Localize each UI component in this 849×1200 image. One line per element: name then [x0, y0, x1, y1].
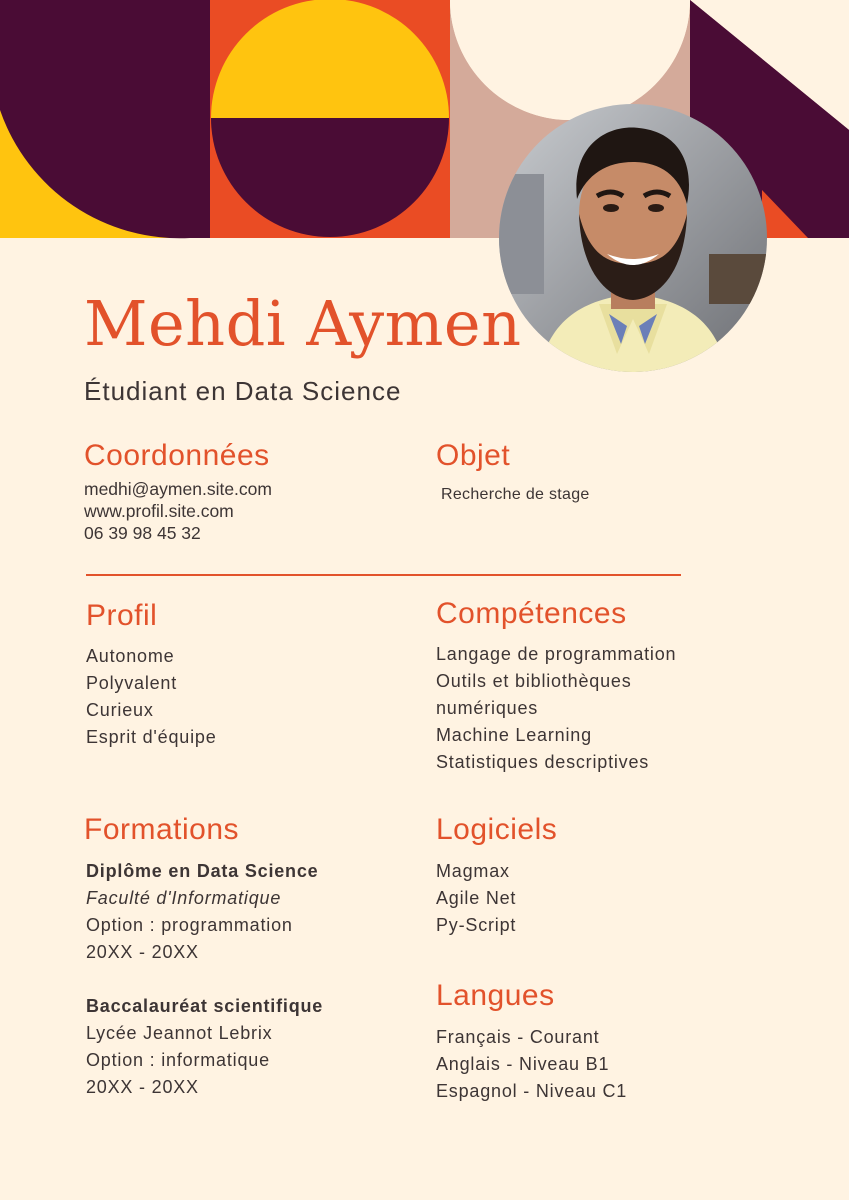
section-divider: [86, 574, 681, 576]
skills-heading: Compétences: [436, 597, 627, 630]
list-item: Langage de programmation: [436, 644, 677, 664]
school-name: Lycée Jeannot Lebrix: [86, 1023, 273, 1043]
list-item: Espagnol - Niveau C1: [436, 1081, 628, 1101]
software-heading: Logiciels: [436, 813, 558, 846]
degree-title: Baccalauréat scientifique: [86, 996, 324, 1016]
list-item: Autonome: [86, 646, 175, 666]
degree-years: 20XX - 20XX: [86, 1077, 199, 1097]
skills-list: [436, 641, 676, 776]
candidate-name: Mehdi Aymen: [84, 287, 522, 360]
list-item: Agile Net: [436, 888, 517, 908]
profile-list: [86, 643, 217, 751]
languages-list: [436, 1024, 627, 1105]
list-item: Py-Script: [436, 915, 517, 935]
list-item: Machine Learning: [436, 725, 592, 745]
list-item: Esprit d'équipe: [86, 727, 217, 747]
candidate-title: Étudiant en Data Science: [84, 376, 402, 406]
degree-option: Option : programmation: [86, 915, 293, 935]
profile-heading: Profil: [86, 599, 158, 632]
list-item: Français - Courant: [436, 1027, 600, 1047]
list-item: numériques: [436, 698, 539, 718]
list-item: Statistiques descriptives: [436, 752, 650, 772]
languages-heading: Langues: [436, 979, 555, 1012]
profile-photo: [499, 104, 767, 372]
education-heading: Formations: [84, 813, 240, 846]
objective-text: Recherche de stage: [441, 486, 590, 503]
degree-title: Diplôme en Data Science: [86, 861, 319, 881]
email-text: medhi@aymen.site.com: [84, 479, 272, 499]
degree-option: Option : informatique: [86, 1050, 270, 1070]
list-item: Curieux: [86, 700, 154, 720]
software-list: [436, 858, 516, 939]
list-item: Polyvalent: [86, 673, 178, 693]
website-text: www.profil.site.com: [84, 501, 234, 521]
school-name: Faculté d'Informatique: [86, 888, 282, 908]
contact-heading: Coordonnées: [84, 439, 270, 472]
education-entry-2: [86, 993, 323, 1101]
list-item: Anglais - Niveau B1: [436, 1054, 610, 1074]
phone-text: 06 39 98 45 32: [84, 523, 201, 543]
objective-heading: Objet: [436, 439, 511, 472]
objective-block: [441, 481, 590, 508]
list-item: Outils et bibliothèques: [436, 671, 632, 691]
list-item: Magmax: [436, 861, 510, 881]
degree-years: 20XX - 20XX: [86, 942, 199, 962]
contact-block: [84, 478, 272, 544]
education-entry-1: [86, 858, 318, 966]
